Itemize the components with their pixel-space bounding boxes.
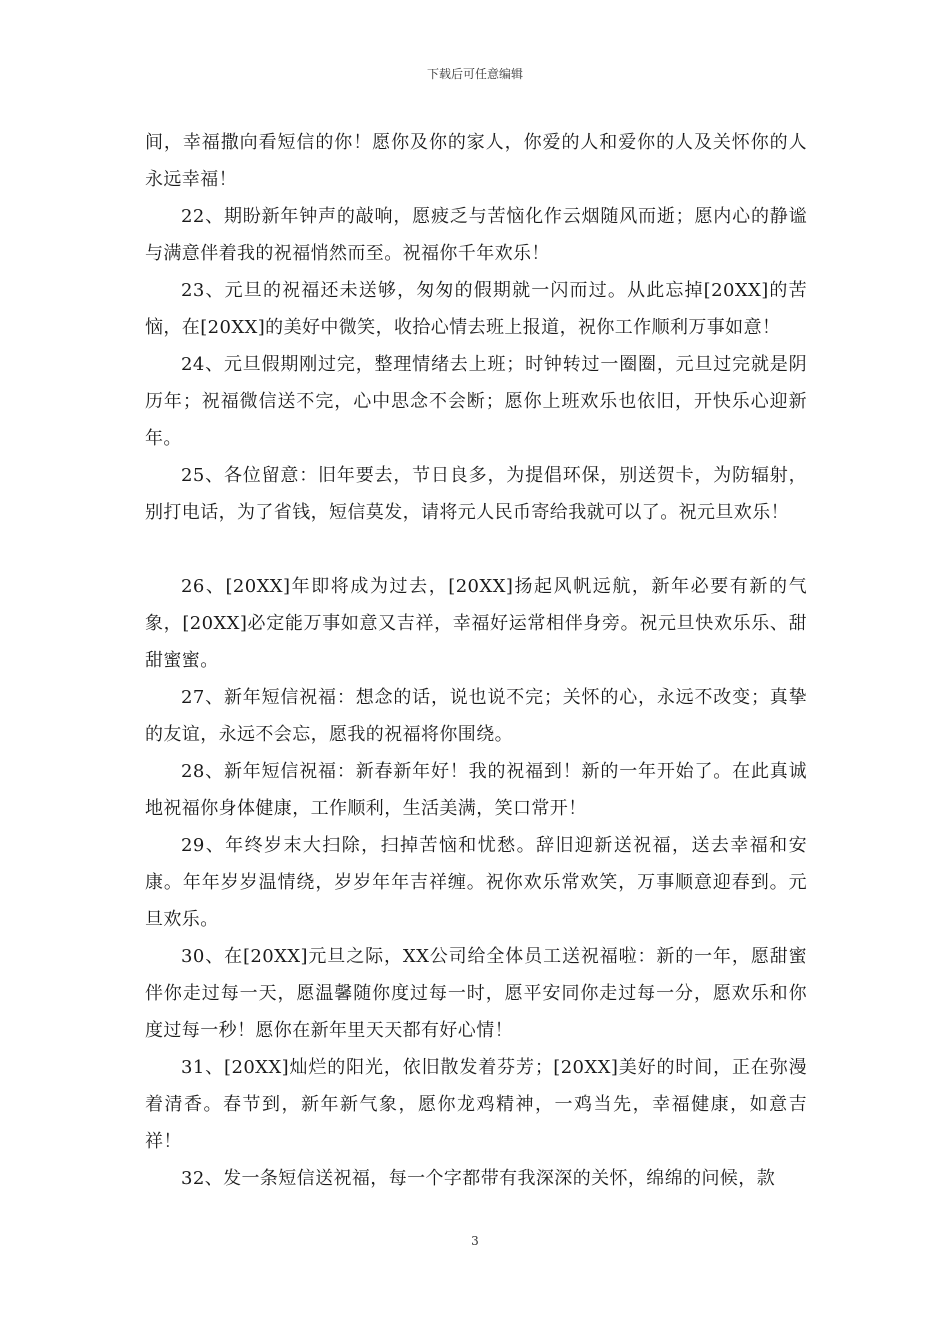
paragraph-32: 32、发一条短信送祝福，每一个字都带有我深深的关怀，绵绵的问候，款 xyxy=(181,1168,776,1189)
document-body xyxy=(145,124,807,1197)
blank-line xyxy=(145,531,807,568)
paragraph-30: 30、在[20XX]元旦之际，XX公司给全体员工送祝福啦：新的一年，愿甜蜜伴你走过每一天，愿温馨随你度过每一时，愿平安同你走过每一分，愿欢乐和你度过每一秒！愿你在新年里天天都有好心情！ xyxy=(145,946,807,1041)
paragraph-21-continued: 间，幸福撒向看短信的你！愿你及你的家人，你爱的人和爱你的人及关怀你的人永远幸福！ xyxy=(145,132,807,190)
paragraph-23: 23、元旦的祝福还未送够，匆匆的假期就一闪而过。从此忘掉[20XX]的苦恼，在[20XX]的美好中微笑，收拾心情去班上报道，祝你工作顺利万事如意！ xyxy=(145,280,807,338)
paragraph-22: 22、期盼新年钟声的敲响，愿疲乏与苦恼化作云烟随风而逝；愿内心的静谧与满意伴着我的祝福悄然而至。祝福你千年欢乐！ xyxy=(145,206,807,264)
paragraph-29: 29、年终岁末大扫除，扫掉苦恼和忧愁。辞旧迎新送祝福，送去幸福和安康。年年岁岁温情绕，岁岁年年吉祥缠。祝你欢乐常欢笑，万事顺意迎春到。元旦欢乐。 xyxy=(145,835,807,930)
paragraph-28: 28、新年短信祝福：新春新年好！我的祝福到！新的一年开始了。在此真诚地祝福你身体健康，工作顺利，生活美满，笑口常开！ xyxy=(145,761,807,819)
paragraph-26: 26、[20XX]年即将成为过去，[20XX]扬起风帆远航，新年必要有新的气象，[20XX]必定能万事如意又吉祥，幸福好运常相伴身旁。祝元旦快欢乐乐、甜甜蜜蜜。 xyxy=(145,576,807,671)
paragraph-24: 24、元旦假期刚过完，整理情绪去上班；时钟转过一圈圈，元旦过完就是阴历年；祝福微信送不完，心中思念不会断；愿你上班欢乐也依旧，开快乐心迎新年。 xyxy=(145,354,807,449)
page-number: 3 xyxy=(471,1234,479,1248)
paragraph-27: 27、新年短信祝福：想念的话，说也说不完；关怀的心，永远不改变；真挚的友谊，永远不会忘，愿我的祝福将你围绕。 xyxy=(145,687,807,745)
paragraph-31: 31、[20XX]灿烂的阳光，依旧散发着芬芳；[20XX]美好的时间，正在弥漫着清香。春节到，新年新气象，愿你龙鸡精神，一鸡当先，幸福健康，如意吉祥！ xyxy=(145,1057,807,1152)
paragraph-25: 25、各位留意：旧年要去，节日良多，为提倡环保，别送贺卡，为防辐射，别打电话，为了省钱，短信莫发，请将元人民币寄给我就可以了。祝元旦欢乐！ xyxy=(145,465,807,523)
page-header: 下载后可任意编辑 xyxy=(426,67,523,81)
